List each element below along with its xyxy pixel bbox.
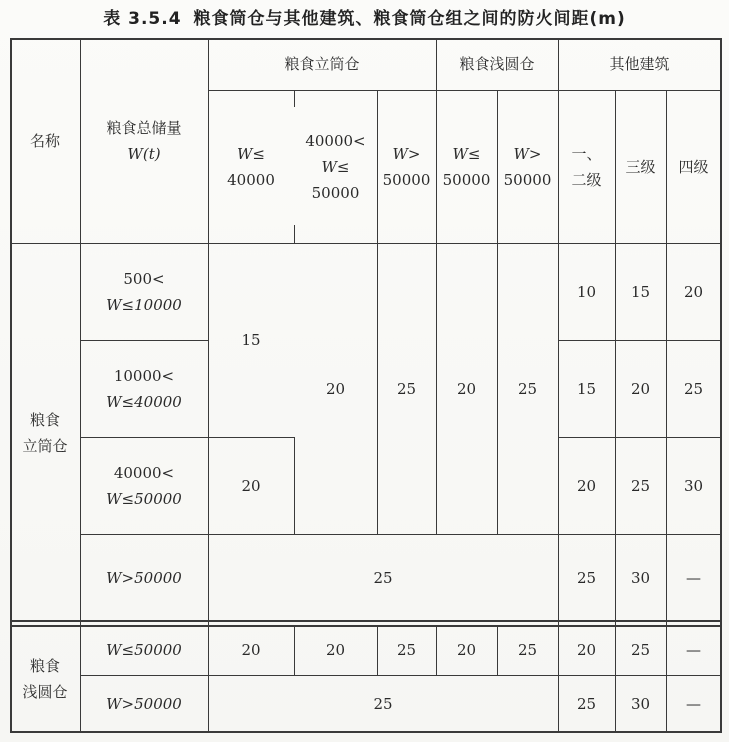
value-r2-other2: 20 xyxy=(630,379,651,398)
value-r5-c2: 20 xyxy=(325,641,346,659)
header-other-col3: 四级 xyxy=(678,157,709,176)
value-r6-other1: 25 xyxy=(576,694,597,713)
header-group-other: 其他建筑 xyxy=(609,55,670,73)
value-r6-other3: — xyxy=(686,694,701,713)
value-r5-other3: — xyxy=(686,641,701,659)
value-r5-c4: 20 xyxy=(456,641,477,659)
header-other-col2: 三级 xyxy=(625,157,656,176)
value-r5-c3: 25 xyxy=(396,641,417,659)
row6-capacity: W>50000 xyxy=(106,694,182,713)
value-r3-other3: 30 xyxy=(683,476,704,495)
value-r4-other1: 25 xyxy=(576,568,597,587)
header-silo-col1: W≤ 40000 xyxy=(227,144,275,189)
value-silo-c2: 20 xyxy=(325,379,346,398)
value-r2-other1: 15 xyxy=(576,379,597,398)
row3-capacity: 40000< W≤50000 xyxy=(106,463,182,508)
value-r4-other2: 30 xyxy=(630,568,651,587)
row4-capacity: W>50000 xyxy=(106,568,182,587)
value-r1-other1: 10 xyxy=(576,282,597,301)
value-r2-other3: 25 xyxy=(683,379,704,398)
table-number: 表 3.5.4 xyxy=(103,9,182,29)
table-title xyxy=(0,4,729,32)
value-r5-other2: 25 xyxy=(630,641,651,659)
value-r3-other2: 25 xyxy=(630,476,651,495)
header-group-silo: 粮食立筒仓 xyxy=(284,55,360,73)
value-r5-c1: 20 xyxy=(241,641,261,659)
header-group-shallow: 粮食浅圆仓 xyxy=(459,55,535,73)
value-silo-c1-r3: 20 xyxy=(241,476,261,495)
value-r6-other2: 30 xyxy=(630,694,651,713)
value-r1-other2: 15 xyxy=(630,282,651,301)
header-name: 名称 xyxy=(29,131,60,150)
header-silo-col2: 40000< W≤ 50000 xyxy=(305,131,366,202)
row2-capacity: 10000< W≤40000 xyxy=(106,366,182,411)
value-r6-merged: 25 xyxy=(373,694,393,713)
value-silo-c1-r1-r2: 15 xyxy=(241,331,261,349)
value-silo-c3: 25 xyxy=(396,379,417,398)
value-r4-other3: — xyxy=(686,568,701,587)
value-shallow-c1: 20 xyxy=(456,379,477,398)
value-r5-c5: 25 xyxy=(517,641,538,659)
header-shallow-col2: W> 50000 xyxy=(503,144,552,189)
value-r5-other1: 20 xyxy=(576,641,597,659)
header-silo-col3: W> 50000 xyxy=(382,144,431,189)
value-r4-merged: 25 xyxy=(373,568,393,587)
value-shallow-c2: 25 xyxy=(517,379,538,398)
header-other-col1: 一、 二级 xyxy=(571,144,602,189)
row5-capacity: W≤50000 xyxy=(106,641,182,659)
row-group-shallow: 粮食 浅圆仓 xyxy=(22,656,68,701)
value-r3-other1: 20 xyxy=(576,476,597,495)
table-caption: 粮食筒仓与其他建筑、粮食筒仓组之间的防火间距(m) xyxy=(193,9,626,29)
header-shallow-col1: W≤ 50000 xyxy=(442,144,491,189)
value-r1-other3: 20 xyxy=(683,282,704,301)
row-group-silo: 粮食 立筒仓 xyxy=(22,410,68,455)
row1-capacity: 500< W≤10000 xyxy=(106,269,182,314)
header-capacity: 粮食总储量 W(t) xyxy=(106,118,182,163)
